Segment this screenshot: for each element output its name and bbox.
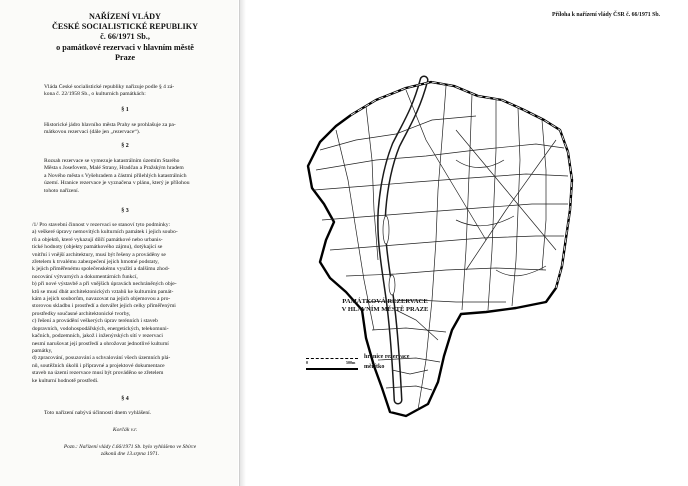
text-line: Historické jádro hlavního města Prahy se prohlašuje za pa- [44, 122, 176, 128]
text-line: zřetelem k trvalému zabezpečení jejich hmotné podstaty, [32, 259, 159, 266]
title-line: ČESKÉ SOCIALISTICKÉ REPUBLIKY [51, 22, 199, 32]
text-line: k jejich přiměřenému společenskému využití a dalšímu zhod- [32, 266, 170, 273]
scale-mark-left: 0 [306, 360, 308, 365]
section-1-text [44, 122, 222, 137]
text-line: kačních, podzemních, jakož i inženýrských sítí v rezervaci [32, 333, 163, 340]
text-line: prostředky současné architektonické tvorby, [32, 310, 131, 317]
text-line: ke kulturní hodnotě prostředí. [32, 377, 99, 384]
section-1-heading: § 1 [121, 107, 129, 113]
legend-scale-label: měřítko [364, 364, 385, 370]
text-line: památky, [32, 347, 53, 354]
section-4-heading: § 4 [121, 396, 129, 402]
note-line: Pozn.: Nařízení vlády č.66/1971 Sb. bylo vyhlášeno ve Sbírce [63, 444, 197, 450]
annex-label: Příloha k nařízení vlády ČSR č. 66/1971 Sb. [551, 12, 660, 18]
publication-note [44, 444, 216, 458]
scale-mark-right: 500m [346, 360, 356, 365]
signature: Korčák v.r. [112, 427, 138, 433]
intro-paragraph [44, 84, 222, 99]
text-line: Rozsah rezervace se vymezuje katastrálním územím Starého [44, 158, 180, 164]
text-line: d) zpracování, posuzování a schvalování všech územních plá- [32, 355, 171, 362]
section-3-text [32, 222, 222, 385]
text-line: rů a objektů, které vykazují dílčí památkové nebo urbanis- [32, 236, 163, 243]
text-line: území. Hranice rezervace je vyznačena v plánu, který je přílohou [44, 180, 190, 187]
text-line: kám a jejich souborům, navazovat na jejich objemovou a pro- [32, 296, 171, 303]
map-title [310, 298, 460, 315]
title-line: o památkové rezervaci v hlavním městě [56, 42, 194, 52]
text-line: staveb na území rezervace musí být prováděno se zřetelem [32, 370, 164, 377]
text-line: b) při nové výstavbě a při vnějších úpravách nechráněných obje- [32, 281, 177, 288]
section-4-text [44, 410, 222, 417]
section-2-heading: § 2 [121, 143, 129, 149]
reserve-map [256, 70, 586, 430]
decree-title [30, 12, 220, 63]
text-line: nesmí narušovat její prostředí a ohrožovat jednotlivé kulturní [32, 340, 169, 347]
island [383, 216, 389, 244]
right-page [246, 0, 688, 486]
island [389, 275, 395, 295]
text-line: storovou skladbu i prostředí a dotvářet jejich celky přiměřenými [32, 303, 176, 310]
note-line: zákonů dne 13.srpna 1971. [100, 451, 160, 458]
text-line: /1/ Pro stavební činnost v rezervaci se stanoví tyto podmínky: [32, 222, 171, 228]
map-title-line: V HLAVNÍM MĚSTĚ PRAZE [341, 306, 429, 314]
legend-boundary-label: hranice rezervace [364, 354, 410, 360]
reserve-boundary [308, 82, 572, 416]
map-title-line: PAMÁTKOVÁ REZERVACE [342, 298, 428, 305]
title-line: NAŘÍZENÍ VLÁDY [89, 12, 161, 21]
text-line: Toto nařízení nabývá účinnosti dnem vyhlášení. [44, 410, 152, 416]
text-line: Vláda České socialistické republiky nařizuje podle § 4 zá- [44, 84, 175, 90]
text-line: ktů se musí dbát architektonických vztahů ke kulturním památ- [32, 288, 174, 295]
text-line: mátkovou rezervaci (dále jen „rezervace“). [44, 129, 141, 136]
legend-boundary-line [306, 358, 358, 359]
text-line: a Nového města s Vyšehradem a částmi přilehlých katastrálních [44, 172, 187, 179]
text-line: nů, soutěžních úkolů i přípravné a projektové dokumentace [32, 362, 165, 369]
title-line: č. 66/1971 Sb., [100, 32, 150, 42]
title-line: Praze [115, 52, 135, 62]
text-line: a) veškeré úpravy nemovitých kulturních památek i jejich soubo- [32, 229, 178, 236]
text-line: c) řešení a provádění veškerých úprav terénních i staveb [32, 318, 158, 325]
text-line: vnitřní i vnější architektury, musí být řešeny a prováděny se [32, 251, 166, 258]
text-line: Města s Josefovem, Malé Strany, Hradčan a Pražským hradem [44, 165, 184, 172]
left-page [0, 0, 238, 486]
text-line: tické hodnoty (objekty památkového zájmu), dotýkající se [32, 244, 163, 251]
text-line: tohoto nařízení. [44, 187, 80, 194]
legend-scale-bar [306, 368, 358, 370]
text-line: kona č. 22/1958 Sb., o kulturních památkách: [44, 91, 146, 98]
text-line: nocování výtvarných a dokumentárních funkcí, [32, 273, 138, 280]
section-3-heading: § 3 [121, 208, 129, 214]
text-line: dopravních, vodohospodářských, energetických, telekomuni- [32, 325, 169, 332]
section-2-text [44, 158, 222, 195]
